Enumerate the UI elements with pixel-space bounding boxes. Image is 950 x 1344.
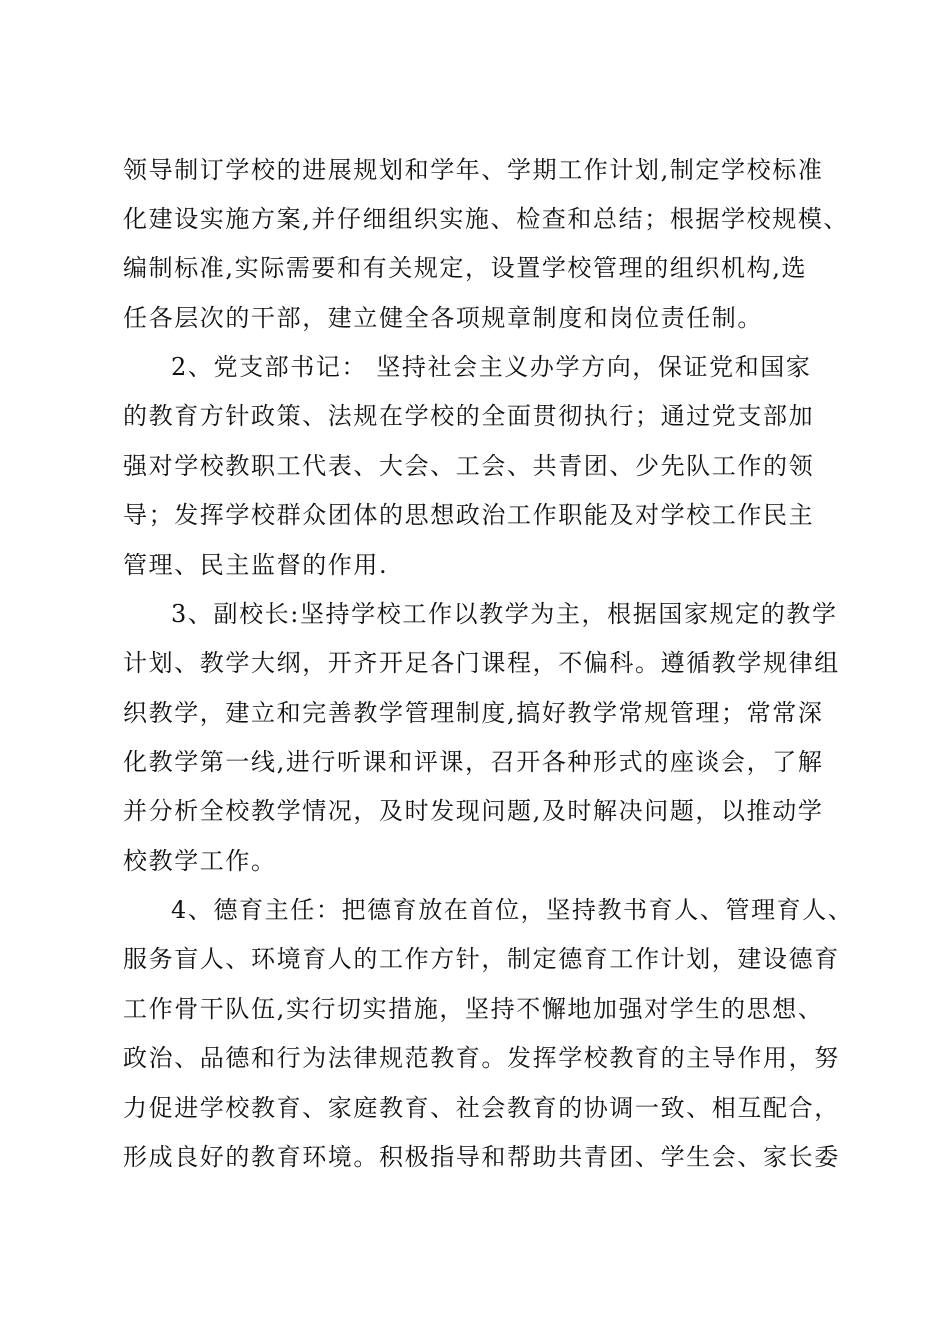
text-line: 编制标准,实际需要和有关规定，设置学校管理的组织机构,选	[123, 254, 808, 282]
text-line: 任各层次的干部，建立健全各项规章制度和岗位责任制。	[123, 304, 763, 332]
text-line: 政治、品德和行为法律规范教育。发挥学校教育的主导作用，努	[123, 1044, 840, 1072]
text-line: 领导制订学校的进展规划和学年、学期工作计划,制定学校标准	[123, 156, 824, 184]
text-line: 形成良好的教育环境。积极指导和帮助共青团、学生会、家长委	[123, 1143, 840, 1171]
text-line: 计划、教学大纲，开齐开足各门课程，不偏科。遵循教学规律组	[123, 649, 840, 677]
text-line: 校教学工作。	[123, 847, 277, 875]
text-line: 4、德育主任：把德育放在首位，坚持教书育人、管理育人、	[171, 896, 854, 924]
text-line: 化建设实施方案,并仔细组织实施、检查和总结；根据学校规模、	[123, 205, 850, 233]
text-line: 的教育方针政策、法规在学校的全面贯彻执行；通过党支部加	[123, 402, 815, 430]
text-line: 服务盲人、环境育人的工作方针，制定德育工作计划，建设德育	[123, 945, 840, 973]
text-line: 3、副校长:坚持学校工作以教学为主，根据国家规定的教学	[171, 600, 838, 628]
text-line: 2、党支部书记： 坚持社会主义办学方向，保证党和国家	[171, 353, 812, 381]
text-line: 并分析全校教学情况，及时发现问题,及时解决问题，以推动学	[123, 797, 824, 825]
text-line: 管理、民主监督的作用.	[123, 551, 389, 579]
text-line: 化教学第一线,进行听课和评课，召开各种形式的座谈会，了解	[123, 748, 824, 776]
text-line: 织教学，建立和完善教学管理制度,搞好教学常规管理；常常深	[123, 699, 824, 727]
text-line: 工作骨干队伍,实行切实措施，坚持不懈地加强对学生的思想、	[123, 995, 824, 1023]
text-line: 力促进学校教育、家庭教育、社会教育的协调一致、相互配合，	[123, 1094, 840, 1122]
text-line: 强对学校教职工代表、大会、工会、共青团、少先队工作的领	[123, 452, 815, 480]
text-line: 导；发挥学校群众团体的思想政治工作职能及对学校工作民主	[123, 501, 815, 529]
